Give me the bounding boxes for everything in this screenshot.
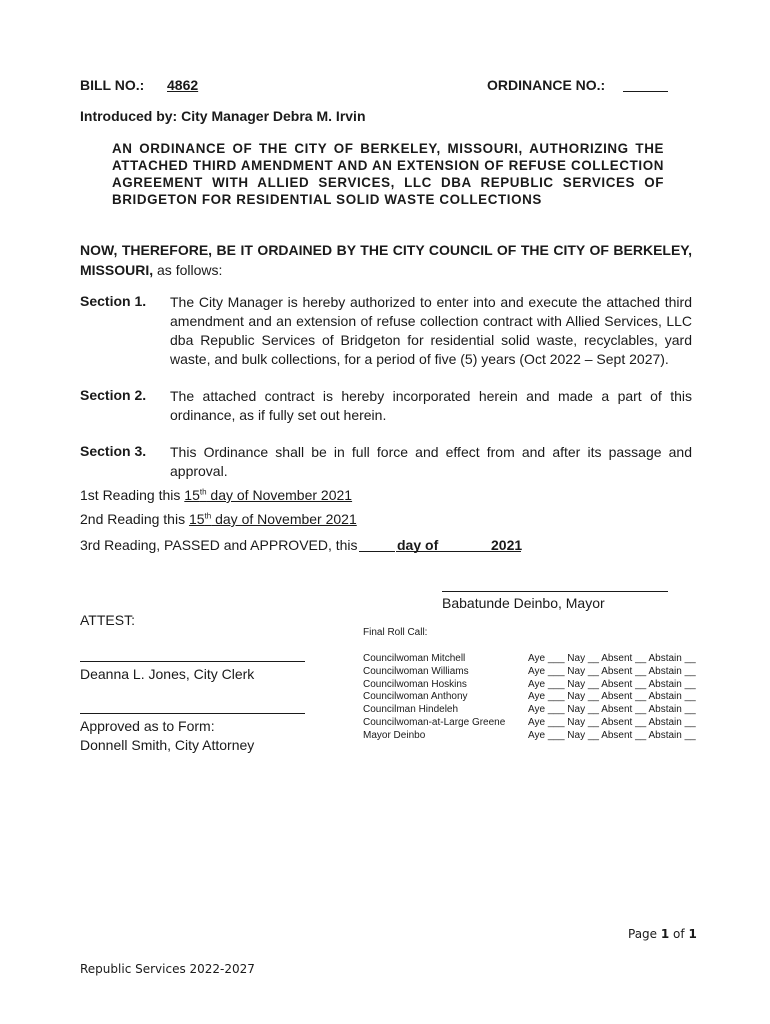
first-reading-date xyxy=(184,487,352,503)
second-reading-suffix: th xyxy=(204,511,212,521)
first-reading-day: 15 xyxy=(184,487,200,503)
second-reading-prefix: 2nd Reading this xyxy=(80,511,189,527)
roll-call-member-name: Mayor Deinbo xyxy=(363,730,426,741)
roll-call-member-vote: Aye ___ Nay __ Absent __ Abstain __ xyxy=(528,653,696,664)
section-2-label: Section 2. xyxy=(80,387,147,403)
first-reading-suffix: th xyxy=(199,487,207,497)
attest-label: ATTEST: xyxy=(80,612,135,628)
mayor-signature-line xyxy=(442,591,668,592)
second-reading-month: day of November 2021 xyxy=(211,511,357,527)
attorney-name: Donnell Smith, City Attorney xyxy=(80,737,255,753)
page-number xyxy=(628,927,697,941)
roll-call-member-name: Councilwoman Anthony xyxy=(363,691,468,702)
third-reading-day-of: day of xyxy=(397,537,439,553)
first-reading-month: day of November 2021 xyxy=(206,487,353,503)
section-3-label: Section 3. xyxy=(80,443,147,459)
roll-call-member-name: Councilwoman Hoskins xyxy=(363,679,467,690)
page-prefix: Page xyxy=(628,927,661,941)
clerk-name: Deanna L. Jones, City Clerk xyxy=(80,666,255,682)
ordinance-title: AN ORDINANCE OF THE CITY OF BERKELEY, MISSOURI, AUTHORIZING THE ATTACHED THIRD AMENDMENT AND AN EXTENSION OF REFUSE COLLECTION AGREEMENT WITH ALLIED SERVICES, LLC DBA REPUBLIC SERVICES OF BRIDGETON FOR RESIDENTIAL SOLID WASTE COLLECTIONS xyxy=(112,141,664,207)
roll-call-member-vote: Aye ___ Nay __ Absent __ Abstain __ xyxy=(528,666,696,677)
mayor-name: Babatunde Deinbo, Mayor xyxy=(442,595,605,611)
ordained-clause-rest: as follows: xyxy=(153,262,223,278)
roll-call-member-vote: Aye ___ Nay __ Absent __ Abstain __ xyxy=(528,679,696,690)
ordinance-number-blank xyxy=(623,91,668,92)
first-reading xyxy=(80,487,352,503)
roll-call-member-vote: Aye ___ Nay __ Absent __ Abstain __ xyxy=(528,704,696,715)
section-1-label: Section 1. xyxy=(80,293,147,309)
roll-call-member-name: Councilwoman-at-Large Greene xyxy=(363,717,506,728)
section-2-text: The attached contract is hereby incorporated herein and made a part of this ordinance, as if fully set out herein. xyxy=(170,388,692,423)
ordained-clause-bold: NOW, THEREFORE, BE IT ORDAINED BY THE CITY COUNCIL OF THE CITY OF BERKELEY, MISSOURI, xyxy=(80,242,692,278)
attorney-signature-line xyxy=(80,713,305,714)
page-of: of xyxy=(669,927,689,941)
page-current: 1 xyxy=(660,927,670,941)
ordinance-number-label: ORDINANCE NO.: xyxy=(487,77,606,93)
roll-call-member-name: Councilwoman Mitchell xyxy=(363,653,466,664)
clerk-signature-line xyxy=(80,661,305,662)
section-1-text: The City Manager is hereby authorized to enter into and execute the attached third amendment and an extension of refuse collection contract with Allied Services, LLC dba Republic Services of Bridgeton for residential solid waste, recyclables, yard waste, and bulk collections, for a period of five (5) years (Oct 2022 – Sept 2027). xyxy=(170,294,692,367)
roll-call-member-vote: Aye ___ Nay __ Absent __ Abstain __ xyxy=(528,691,696,702)
first-reading-prefix: 1st Reading this xyxy=(80,487,185,503)
third-reading: 3rd Reading, PASSED and APPROVED, this xyxy=(80,537,358,553)
roll-call-member-vote: Aye ___ Nay __ Absent __ Abstain __ xyxy=(528,730,696,741)
second-reading-date xyxy=(189,511,357,527)
ordained-clause xyxy=(80,240,692,280)
bill-number: 4862 xyxy=(167,77,199,93)
approved-as-to-form: Approved as to Form: xyxy=(80,718,215,734)
roll-call-member-name: Councilwoman Williams xyxy=(363,666,469,677)
introduced-by: Introduced by: City Manager Debra M. Irvin xyxy=(80,108,366,124)
footer-document-name: Republic Services 2022-2027 xyxy=(80,962,255,976)
second-reading xyxy=(80,511,357,527)
third-reading-year: 2021 xyxy=(491,537,523,553)
roll-call-member-name: Councilman Hindeleh xyxy=(363,704,459,715)
bill-number-label: BILL NO.: xyxy=(80,77,145,93)
third-reading-day-blank xyxy=(359,551,395,552)
roll-call-member-vote: Aye ___ Nay __ Absent __ Abstain __ xyxy=(528,717,696,728)
section-3-text: This Ordinance shall be in full force and effect from and after its passage and approval. xyxy=(170,444,692,479)
page-total: 1 xyxy=(688,927,697,941)
second-reading-day: 15 xyxy=(188,511,205,527)
roll-call-title: Final Roll Call: xyxy=(363,627,428,638)
